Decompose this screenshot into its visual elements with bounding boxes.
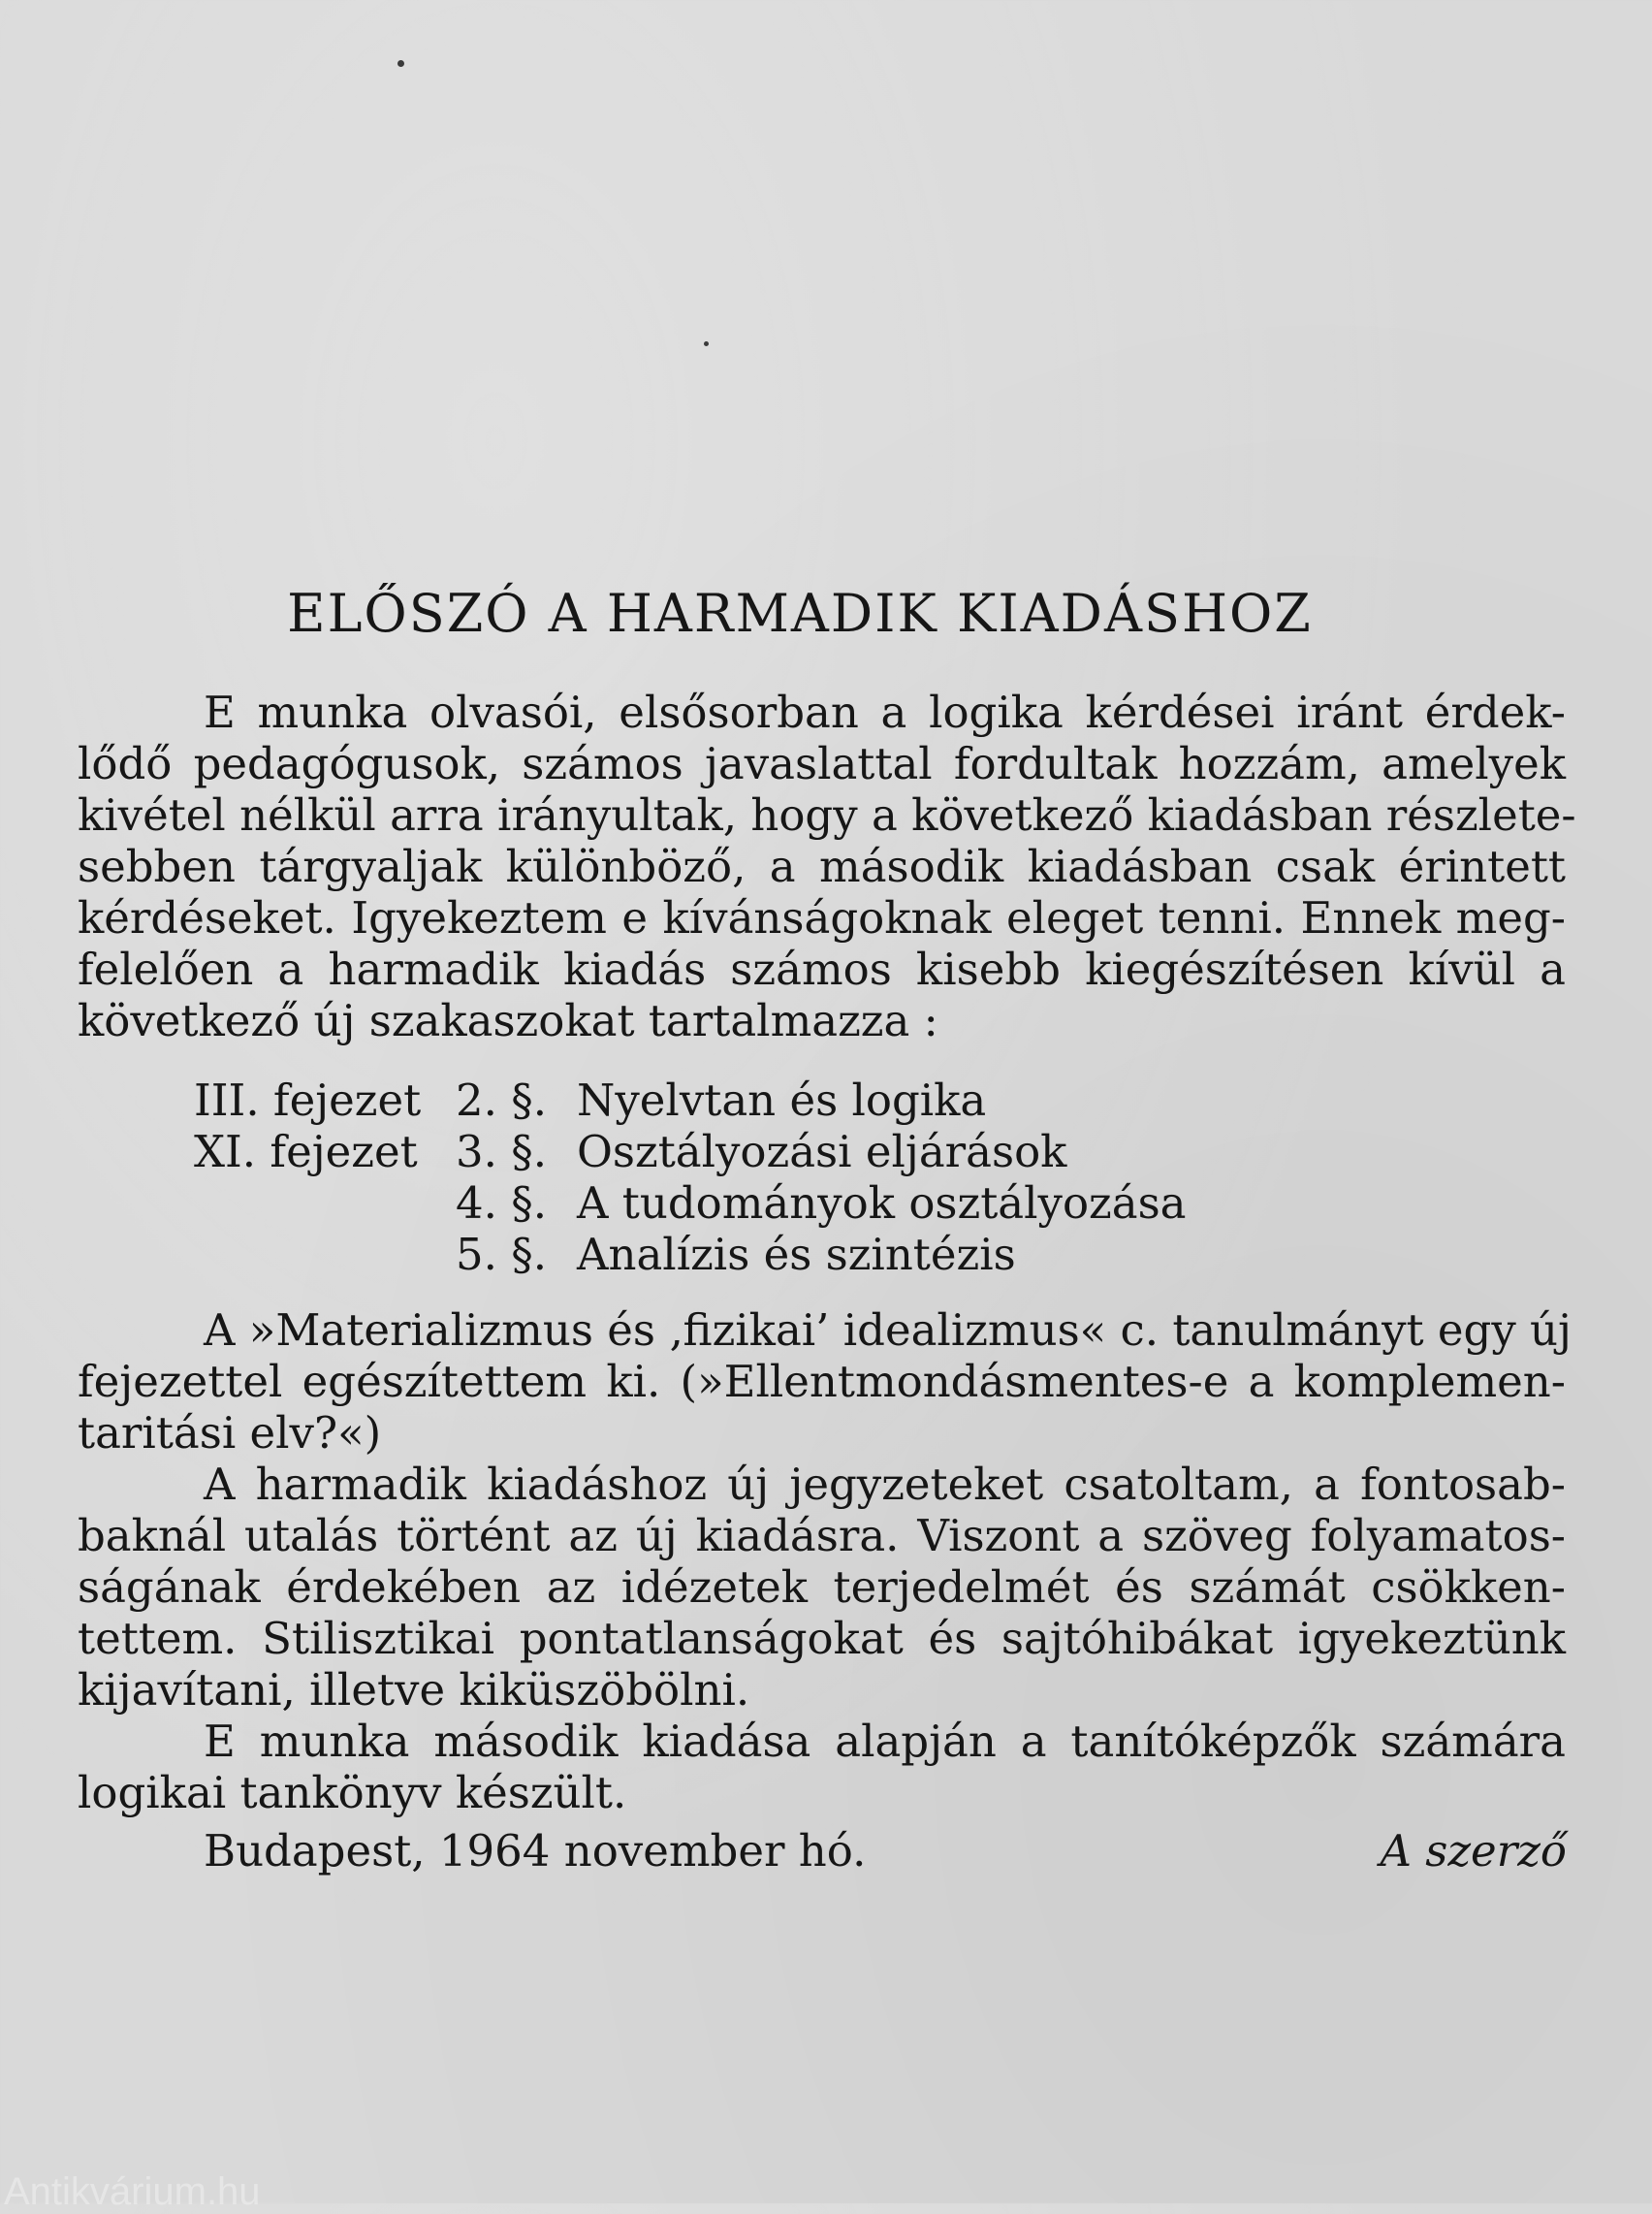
list-item [194,1229,1187,1280]
section-title: Nyelvtan és logika [577,1075,987,1126]
text-line: sebben tárgyaljak különböző, a második kiadásban csak érintett [78,841,1566,892]
text-line: E munka második kiadása alapján a tanítóképzők számára [204,1716,1566,1767]
list-item [194,1075,1187,1126]
section-title: A tudományok osztályozása [577,1177,1187,1229]
text-line: tettem. Stilisztikai pontatlanságokat és sajtóhibákat igyekeztünk [78,1613,1566,1664]
text-line: A »Materializmus és ‚fizikai’ idealizmus« c. tanulmányt egy új [204,1304,1572,1356]
section-title: Osztályozási eljárások [577,1126,1067,1177]
text-line: ságának érdekében az idézetek terjedelmét és számát csökken- [78,1561,1566,1613]
chapter-label [194,1177,456,1229]
section-number: 5. §. [456,1229,548,1280]
text-line: taritási elv?«) [78,1407,382,1459]
text-line: logikai tankönyv készült. [78,1767,627,1818]
chapter-label: XI. fejezet [194,1126,418,1177]
chapter-label: III. fejezet [194,1075,422,1126]
text-line: fejezettel egészítettem ki. (»Ellentmondásmentes-e a komplemen- [78,1356,1566,1407]
paragraph-3 [78,1459,1566,1716]
text-line: következő új szakaszokat tartalmazza : [78,995,938,1046]
paragraph-1 [78,687,1576,1046]
chapter-label [194,1229,456,1280]
new-sections-list [194,1075,1187,1280]
signature-author: A szerző [1380,1825,1567,1877]
section-number: 2. §. [456,1075,548,1126]
list-item [194,1177,1187,1229]
text-line: kérdéseket. Igyekeztem e kívánságoknak eleget tenni. Ennek meg- [78,892,1566,944]
text-line: baknál utalás történt az új kiadásra. Viszont a szöveg folyamatos- [78,1510,1566,1561]
list-item [194,1126,1187,1177]
paragraph-4 [78,1716,1566,1818]
paragraph-2 [78,1304,1572,1459]
text-line: kijavítani, illetve kiküszöbölni. [78,1664,750,1716]
print-speck [704,341,709,346]
print-speck [397,60,404,67]
section-number: 3. §. [456,1126,548,1177]
page-title: ELŐSZÓ A HARMADIK KIADÁSHOZ [287,583,1313,644]
section-title: Analízis és szintézis [577,1229,1016,1280]
watermark: Antikvárium.hu [4,2170,261,2213]
text-line: kivétel nélkül arra irányultak, hogy a következő kiadásban részlete- [78,789,1576,841]
text-line: lődő pedagógusok, számos javaslattal fordultak hozzám, amelyek [78,738,1566,789]
text-line: felelően a harmadik kiadás számos kisebb kiegészítésen kívül a [78,944,1566,995]
section-number: 4. §. [456,1177,548,1229]
text-line: E munka olvasói, elsősorban a logika kérdései iránt érdek- [204,687,1566,738]
signature-date: Budapest, 1964 november hó. [204,1825,867,1877]
text-line: A harmadik kiadáshoz új jegyzeteket csatoltam, a fontosab- [204,1459,1566,1510]
